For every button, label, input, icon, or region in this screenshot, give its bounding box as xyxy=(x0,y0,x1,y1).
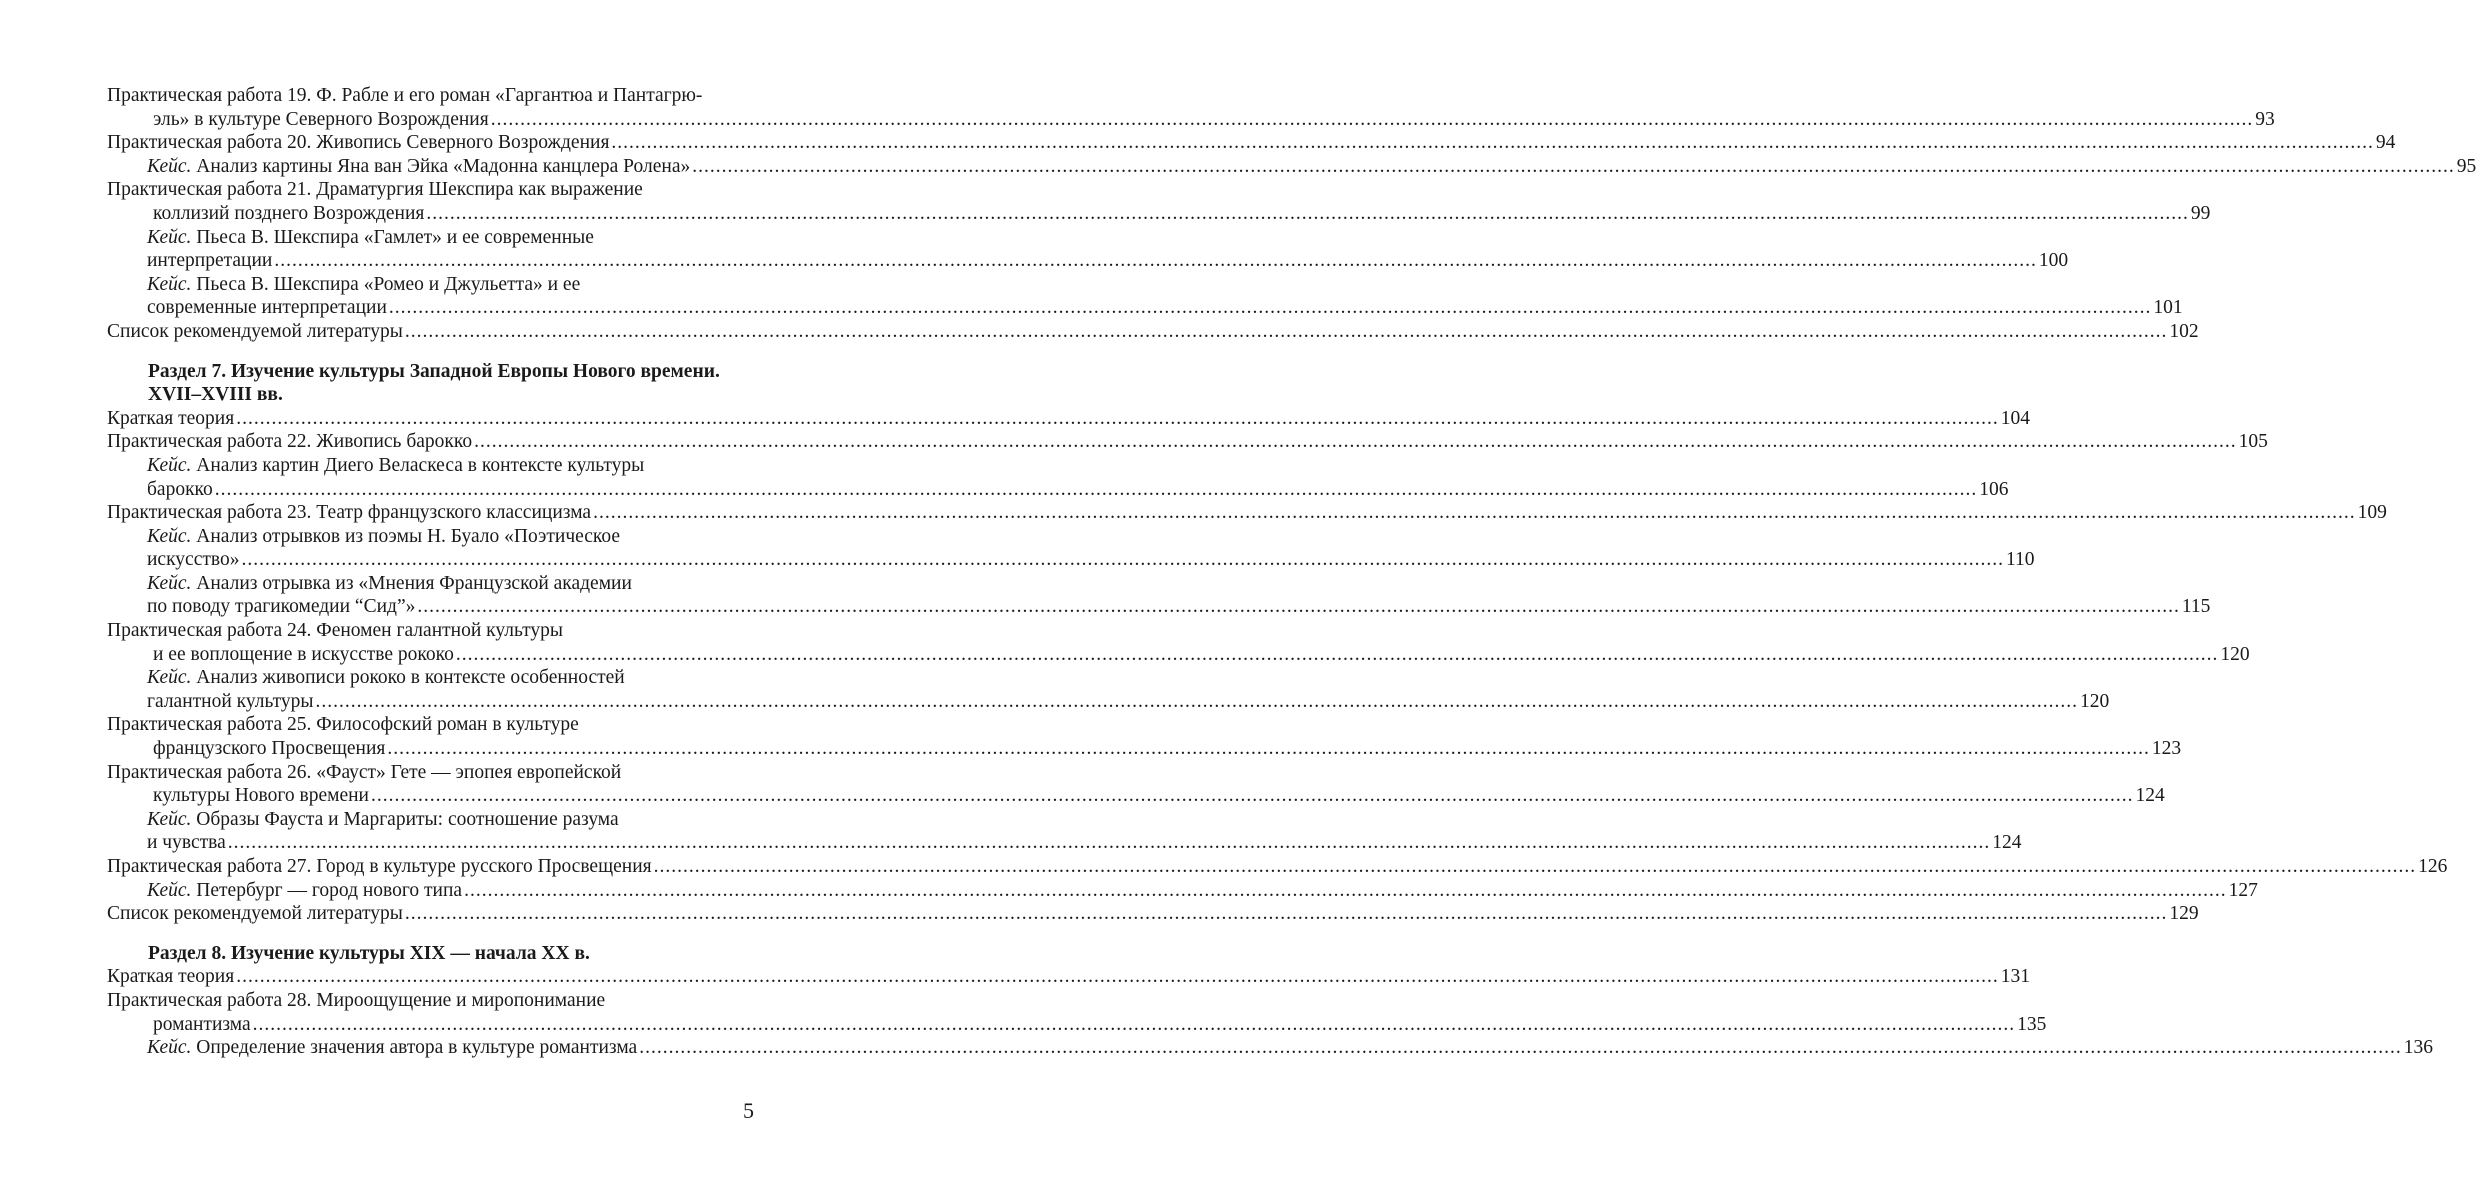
toc-entry-text xyxy=(147,667,625,688)
toc-page-number: 99 xyxy=(2190,202,2211,224)
toc-entry-title: Пьеса В. Шекспира «Ромео и Джульетта» и ее xyxy=(191,273,581,295)
toc-entry-line xyxy=(107,965,2030,989)
toc-entry-title: романтизма xyxy=(153,1013,251,1035)
toc-entry-line xyxy=(107,879,2258,903)
dot-leader: ............................................................................................................................................................................................................................................................................................................ xyxy=(404,903,2168,925)
toc-entry-text xyxy=(147,573,632,594)
dot-leader: ............................................................................................................................................................................................................................................................................................................ xyxy=(236,407,1999,429)
toc-entry[interactable] xyxy=(107,501,2387,525)
toc-entry-line xyxy=(107,84,757,108)
toc-entry-text xyxy=(107,321,403,342)
dot-leader: ............................................................................................................................................................................................................................................................................................................ xyxy=(417,596,2180,618)
toc-page-number: 104 xyxy=(2000,407,2030,429)
toc-entry-line xyxy=(107,226,757,250)
dot-leader: ............................................................................................................................................................................................................................................................................................................ xyxy=(387,738,2150,760)
toc-entry-title: галантной культуры xyxy=(147,690,314,712)
toc-page-number: 110 xyxy=(2005,549,2035,571)
toc-entry-line xyxy=(107,643,2250,667)
toc-entry-title: французского Просвещения xyxy=(153,738,386,760)
toc-entry-line xyxy=(107,831,2022,855)
case-label: Кейс. xyxy=(147,1037,192,1059)
case-label: Кейс. xyxy=(147,572,192,594)
section-heading-line: XVII–XVIII вв. xyxy=(148,384,283,406)
toc-entry-text xyxy=(153,738,385,759)
toc-entry-line xyxy=(107,761,757,785)
toc-entry-line xyxy=(107,737,2182,761)
toc-page-number: 123 xyxy=(2151,738,2182,760)
toc-entry-title: Краткая теория xyxy=(107,407,235,429)
toc-entry-title: Практическая работа 23. Театр французского классицизма xyxy=(107,502,592,524)
toc-entry-title: Практическая работа 22. Живопись барокко xyxy=(107,431,473,453)
toc-entry-text xyxy=(147,526,620,547)
toc-entry-line xyxy=(107,619,757,643)
dot-leader: ............................................................................................................................................................................................................................................................................................................ xyxy=(639,1037,2402,1059)
toc-page-number: 120 xyxy=(2080,690,2110,712)
toc-entry-text xyxy=(107,714,579,735)
toc-entry-title: Практическая работа 28. Мироощущение и миропонимание xyxy=(107,989,606,1011)
toc-entry-title: Практическая работа 19. Ф. Рабле и его роман «Гаргантюа и Пантагрю- xyxy=(107,85,703,106)
toc-entry-text xyxy=(107,179,643,200)
toc-page-number: 129 xyxy=(2169,903,2199,925)
dot-leader: ............................................................................................................................................................................................................................................................................................................ xyxy=(241,549,2004,571)
toc-entry-text xyxy=(147,596,415,617)
dot-leader: ............................................................................................................................................................................................................................................................................................................ xyxy=(593,502,2356,524)
toc-entry[interactable] xyxy=(107,761,2165,808)
toc-entry[interactable] xyxy=(107,84,2275,131)
toc-entry-line xyxy=(107,1013,2047,1037)
toc-subentry-case[interactable] xyxy=(107,572,2211,619)
toc-entry-line xyxy=(107,320,2199,344)
toc-page-number: 115 xyxy=(2181,596,2211,618)
dot-leader: ............................................................................................................................................................................................................................................................................................................ xyxy=(653,856,2417,877)
toc-entry-title: коллизий позднего Возрождения xyxy=(153,202,425,224)
toc-subentry-case[interactable] xyxy=(107,879,2258,903)
toc-entry-line xyxy=(107,784,2165,808)
toc-entry-line xyxy=(107,273,757,297)
toc-entry-title: эль» в культуре Северного Возрождения xyxy=(153,108,489,130)
dot-leader: ............................................................................................................................................................................................................................................................................................................ xyxy=(252,1013,2016,1035)
toc-entry-line xyxy=(107,407,2030,431)
toc-entry-text xyxy=(147,832,226,853)
toc-entry-title: Анализ отрывка из «Мнения Французской академии xyxy=(191,572,632,594)
toc-entry[interactable] xyxy=(107,902,2199,926)
case-label: Кейс. xyxy=(147,454,192,476)
toc-entry-line xyxy=(107,808,757,832)
toc-entry-line xyxy=(107,525,757,549)
toc-entry-title: Анализ отрывков из поэмы Н. Буало «Поэтическое xyxy=(191,525,621,547)
section-heading xyxy=(107,360,757,407)
toc-entry-text xyxy=(107,408,234,429)
toc-subentry-case[interactable] xyxy=(107,1036,2433,1060)
toc-entry-line xyxy=(107,666,757,690)
toc-page-number: 136 xyxy=(2403,1037,2433,1059)
toc-entry[interactable] xyxy=(107,320,2199,344)
toc-entry-text xyxy=(153,644,454,665)
toc-entry-title: Практическая работа 25. Философский роман в культуре xyxy=(107,714,579,736)
toc-entry-title: Краткая теория xyxy=(107,966,235,988)
toc-subentry-case[interactable] xyxy=(107,666,2110,713)
toc-entry-title: Список рекомендуемой литературы xyxy=(107,903,403,925)
toc-page-number: 93 xyxy=(2255,108,2275,130)
toc-entry-title: и ее воплощение в искусстве рококо xyxy=(153,643,454,665)
toc-entry-title: Образы Фауста и Маргариты: соотношение разума xyxy=(191,808,619,830)
toc-entry-title: Анализ картин Диего Веласкеса в контексте культуры xyxy=(191,454,645,476)
toc-page-number: 106 xyxy=(1979,478,2009,500)
toc-entry-title: и чувства xyxy=(147,832,226,854)
toc-entry-line xyxy=(107,478,2009,502)
toc-entry[interactable] xyxy=(107,430,2268,454)
section-heading xyxy=(107,942,757,966)
toc-entry-text xyxy=(107,431,472,452)
toc-entry-title: Практическая работа 20. Живопись Северного Возрождения xyxy=(107,132,610,154)
toc-entry-text xyxy=(107,620,563,641)
dot-leader: ............................................................................................................................................................................................................................................................................................................ xyxy=(611,132,2374,154)
toc-entry-line xyxy=(107,1036,2433,1060)
case-label: Кейс. xyxy=(147,879,192,901)
case-label: Кейс. xyxy=(147,667,192,689)
toc-page-number: 95 xyxy=(2456,155,2476,177)
section-heading-line: Раздел 7. Изучение культуры Западной Европы Нового времени. xyxy=(148,360,720,382)
toc-entry[interactable] xyxy=(107,855,2448,879)
toc-entry-line xyxy=(107,296,2183,320)
dot-leader: ............................................................................................................................................................................................................................................................................................................ xyxy=(214,478,1978,500)
dot-leader: ............................................................................................................................................................................................................................................................................................................ xyxy=(474,431,2237,453)
toc-entry-title: Анализ живописи рококо в контексте особенностей xyxy=(191,667,625,689)
toc-entry-line xyxy=(107,690,2110,714)
toc-entry-line xyxy=(107,989,757,1013)
toc-page-number: 124 xyxy=(2135,785,2165,807)
toc-entry-title: искусство» xyxy=(147,549,240,571)
toc-entry-text xyxy=(107,502,591,523)
toc-entry-text xyxy=(107,990,605,1011)
toc-entry-line xyxy=(107,713,757,737)
toc-page-number: 131 xyxy=(2000,966,2030,988)
toc-entry-text xyxy=(107,762,621,783)
toc-entry-text xyxy=(107,85,702,106)
toc-entry-text xyxy=(147,691,314,712)
dot-leader: ............................................................................................................................................................................................................................................................................................................ xyxy=(388,297,2152,319)
toc-entry-text xyxy=(147,549,239,570)
toc-entry-text xyxy=(147,1037,637,1058)
toc-page-number: 127 xyxy=(2228,879,2258,901)
toc-entry-title: Практическая работа 26. «Фауст» Гете — эпопея европейской xyxy=(107,761,622,783)
dot-leader: ............................................................................................................................................................................................................................................................................................................ xyxy=(371,785,2134,807)
toc-entry[interactable] xyxy=(107,989,2047,1036)
toc-entry-title: по поводу трагикомедии “Сид”» xyxy=(147,596,416,618)
case-label: Кейс. xyxy=(147,155,192,177)
dot-leader: ............................................................................................................................................................................................................................................................................................................ xyxy=(464,879,2227,901)
toc-entry-line xyxy=(107,548,2035,572)
page-number: 5 xyxy=(743,1098,754,1123)
toc-entry-text xyxy=(147,274,580,295)
toc-subentry-case[interactable] xyxy=(107,808,2022,855)
toc-entry-title: Практическая работа 27. Город в культуре русского Просвещения xyxy=(107,856,652,877)
section-heading-line: Раздел 8. Изучение культуры XIX — начала XX в. xyxy=(148,942,590,964)
dot-leader: ............................................................................................................................................................................................................................................................................................................ xyxy=(274,250,2037,272)
toc-entry-title: культуры Нового времени xyxy=(153,785,369,807)
toc-page-number: 109 xyxy=(2357,502,2387,524)
toc-page-number: 126 xyxy=(2418,856,2448,877)
toc-entry-title: Пьеса В. Шекспира «Гамлет» и ее современные xyxy=(191,226,594,248)
toc-entry-line xyxy=(107,131,2396,155)
toc-subentry-case[interactable] xyxy=(107,155,2476,179)
toc-entry-line xyxy=(107,178,757,202)
toc-entry-title: Петербург — город нового типа xyxy=(191,879,463,901)
toc-entry-text xyxy=(147,227,594,248)
toc-page-number: 100 xyxy=(2038,250,2069,272)
toc-entry-title: Определение значения автора в культуре романтизма xyxy=(191,1037,638,1059)
toc-entry-text xyxy=(153,203,424,224)
toc-entry-title: интерпретации xyxy=(147,250,273,272)
toc-entry-text xyxy=(153,1014,251,1035)
toc-entry-line xyxy=(107,501,2387,525)
toc-entry-text xyxy=(107,966,234,987)
toc-page-number: 135 xyxy=(2017,1013,2047,1035)
toc-entry-text xyxy=(147,809,619,830)
toc-entry-line xyxy=(107,430,2268,454)
dot-leader: ............................................................................................................................................................................................................................................................................................................ xyxy=(455,643,2219,665)
toc-entry-line xyxy=(107,155,2476,179)
toc-page-number: 94 xyxy=(2375,132,2396,154)
toc-entry-title: Анализ картины Яна ван Эйка «Мадонна канцлера Ролена» xyxy=(191,155,691,177)
toc-entry-text xyxy=(153,109,489,130)
dot-leader: ............................................................................................................................................................................................................................................................................................................ xyxy=(426,202,2189,224)
dot-leader: ............................................................................................................................................................................................................................................................................................................ xyxy=(692,155,2455,177)
toc-entry-title: Практическая работа 24. Феномен галантной культуры xyxy=(107,620,563,642)
toc-entry-line xyxy=(107,454,757,478)
toc-entry-line xyxy=(107,108,2275,132)
toc-entry-title: Практическая работа 21. Драматургия Шекспира как выражение xyxy=(107,179,643,201)
toc-entry-title: современные интерпретации xyxy=(147,297,387,319)
toc-entry-text xyxy=(107,903,403,924)
dot-leader: ............................................................................................................................................................................................................................................................................................................ xyxy=(236,966,1999,988)
case-label: Кейс. xyxy=(147,808,192,830)
toc-entry-text xyxy=(153,785,369,806)
case-label: Кейс. xyxy=(147,273,192,295)
toc-entry-line xyxy=(107,202,2211,226)
toc-entry-line xyxy=(107,249,2069,273)
toc-entry-text xyxy=(147,880,462,901)
toc-entry-text xyxy=(147,479,213,500)
dot-leader: ............................................................................................................................................................................................................................................................................................................ xyxy=(227,832,1991,854)
toc-entry[interactable] xyxy=(107,407,2030,431)
toc-entry[interactable] xyxy=(107,619,2250,666)
toc-subentry-case[interactable] xyxy=(107,273,2183,320)
dot-leader: ............................................................................................................................................................................................................................................................................................................ xyxy=(490,108,2254,130)
toc-entry-line xyxy=(107,902,2199,926)
table-of-contents xyxy=(107,84,2476,1060)
toc-subentry-case[interactable] xyxy=(107,454,2009,501)
dot-leader: ............................................................................................................................................................................................................................................................................................................ xyxy=(315,690,2079,712)
toc-entry[interactable] xyxy=(107,178,2211,225)
toc-entry-title: Список рекомендуемой литературы xyxy=(107,320,403,342)
toc-page-number: 105 xyxy=(2238,431,2268,453)
toc-entry-line xyxy=(107,572,757,596)
toc-entry-text xyxy=(107,132,609,153)
toc-entry[interactable] xyxy=(107,713,2182,760)
toc-entry-line xyxy=(107,595,2211,619)
toc-subentry-case[interactable] xyxy=(107,226,2069,273)
toc-entry-text xyxy=(147,297,387,318)
case-label: Кейс. xyxy=(147,226,192,248)
toc-page-number: 101 xyxy=(2153,297,2183,319)
toc-entry[interactable] xyxy=(107,131,2396,155)
toc-subentry-case[interactable] xyxy=(107,525,2035,572)
toc-page-number: 102 xyxy=(2169,320,2199,342)
toc-entry-line xyxy=(107,855,2448,879)
toc-page-number: 124 xyxy=(1992,832,2022,854)
toc-entry-text xyxy=(107,856,652,877)
toc-entry-title: барокко xyxy=(147,478,213,500)
case-label: Кейс. xyxy=(147,525,192,547)
toc-entry-text xyxy=(147,250,272,271)
dot-leader: ............................................................................................................................................................................................................................................................................................................ xyxy=(404,320,2168,342)
toc-page-number: 120 xyxy=(2220,643,2250,665)
toc-entry-text xyxy=(147,156,690,177)
toc-entry[interactable] xyxy=(107,965,2030,989)
toc-entry-text xyxy=(147,455,644,476)
